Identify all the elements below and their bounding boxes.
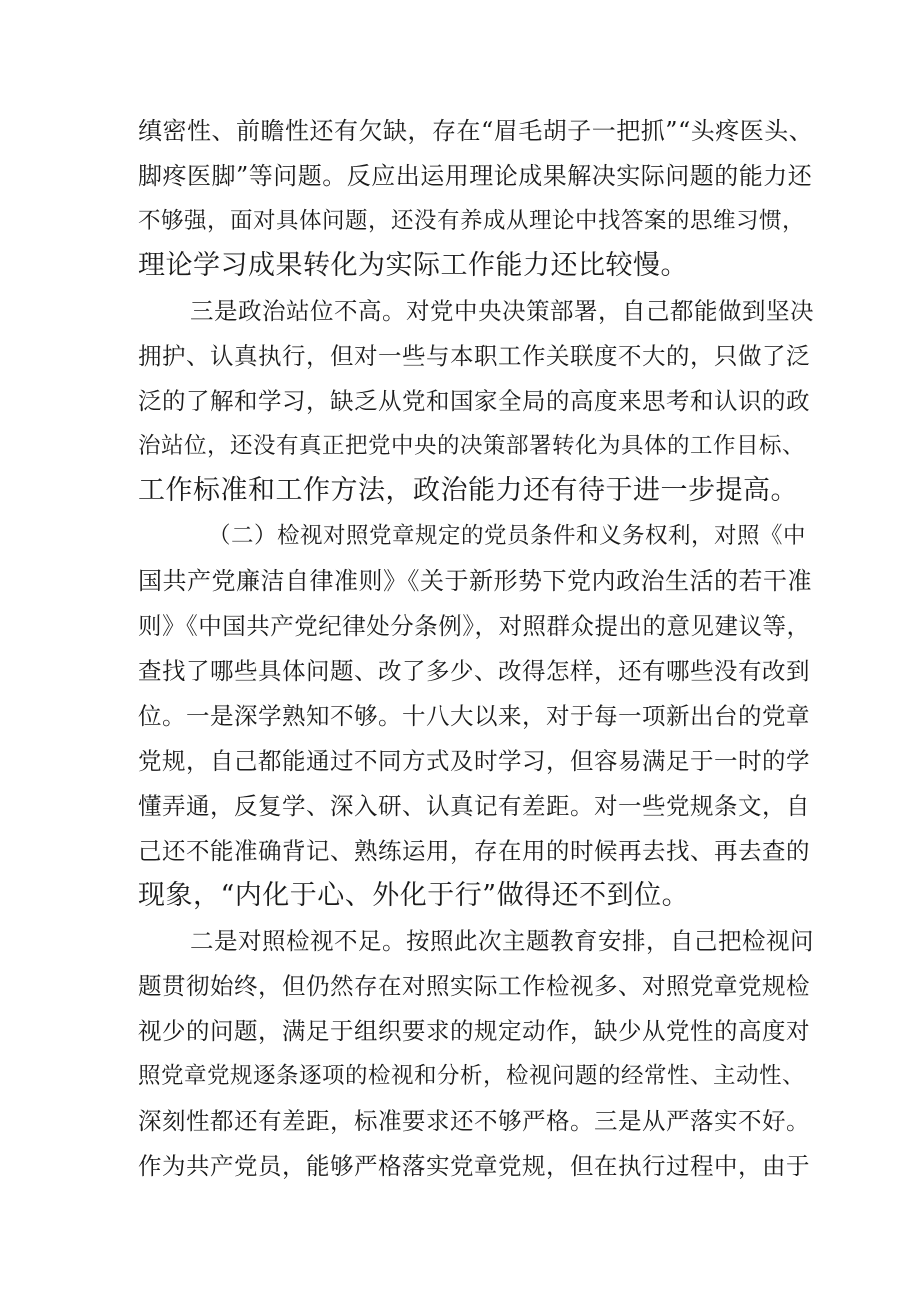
text-line: 视少的问题，满足于组织要求的规定动作，缺少从党性的高度对 (138, 1017, 810, 1045)
text-line: 照党章党规逐条逐项的检视和分析，检视问题的经常性、主动性、 (138, 1063, 806, 1089)
text-line: 工作标准和工作方法，政治能力还有待于进一步提高。 (138, 475, 798, 506)
text-line: 己还不能准确背记、熟练运用，存在用的时候再去找、再去查的 (138, 837, 810, 865)
text-line: 党规，自己都能通过不同方式及时学习，但容易满足于一时的学 (138, 747, 810, 775)
text-line: 位。一是深学熟知不够。十八大以来，对于每一项新出台的党章 (138, 702, 810, 730)
text-line: 题贯彻始终，但仍然存在对照实际工作检视多、对照党章党规检 (138, 972, 810, 1000)
text-line: 理论学习成果转化为实际工作能力还比较慢。 (138, 250, 688, 281)
text-line: 脚疼医脚”等问题。反应出运用理论成果解决实际问题的能力还 (138, 162, 813, 190)
paragraph-first-line: 二是对照检视不足。按照此次主题教育安排，自己把检视问 (190, 927, 814, 955)
text-line: 治站位，还没有真正把党中央的决策部署转化为具体的工作目标、 (138, 433, 806, 459)
text-line: 深刻性都还有差距，标准要求还不够严格。三是从严落实不好。 (138, 1107, 810, 1135)
text-line: 懂弄通，反复学、深入研、认真记有差距。对一些党规条文，自 (138, 792, 810, 820)
text-line: 缜密性、前瞻性还有欠缺，存在“眉毛胡子一把抓”“头疼医头、 (138, 117, 814, 145)
text-line: 泛的了解和学习，缺乏从党和国家全局的高度来思考和认识的政 (138, 387, 810, 415)
text-line: 则》《中国共产党纪律处分条例》，对照群众提出的意见建议等， (138, 612, 811, 640)
text-line: 现象，“内化于心、外化于行”做得还不到位。 (138, 880, 690, 911)
text-line: 不够强，面对具体问题，还没有养成从理论中找答案的思维习惯， (138, 208, 806, 234)
text-line: 拥护、认真执行，但对一些与本职工作关联度不大的，只做了泛 (138, 342, 810, 370)
paragraph-first-line: 三是政治站位不高。对党中央决策部署，自己都能做到坚决 (190, 297, 814, 325)
text-line: 国共产党廉洁自律准则》《关于新形势下党内政治生活的若干准 (138, 567, 812, 595)
text-line: 作为共产党员，能够严格落实党章党规，但在执行过程中，由于 (138, 1152, 810, 1180)
section-heading-line: （二）检视对照党章规定的党员条件和义务权利，对照《中 (208, 523, 807, 549)
text-line: 查找了哪些具体问题、改了多少、改得怎样，还有哪些没有改到 (138, 657, 810, 685)
